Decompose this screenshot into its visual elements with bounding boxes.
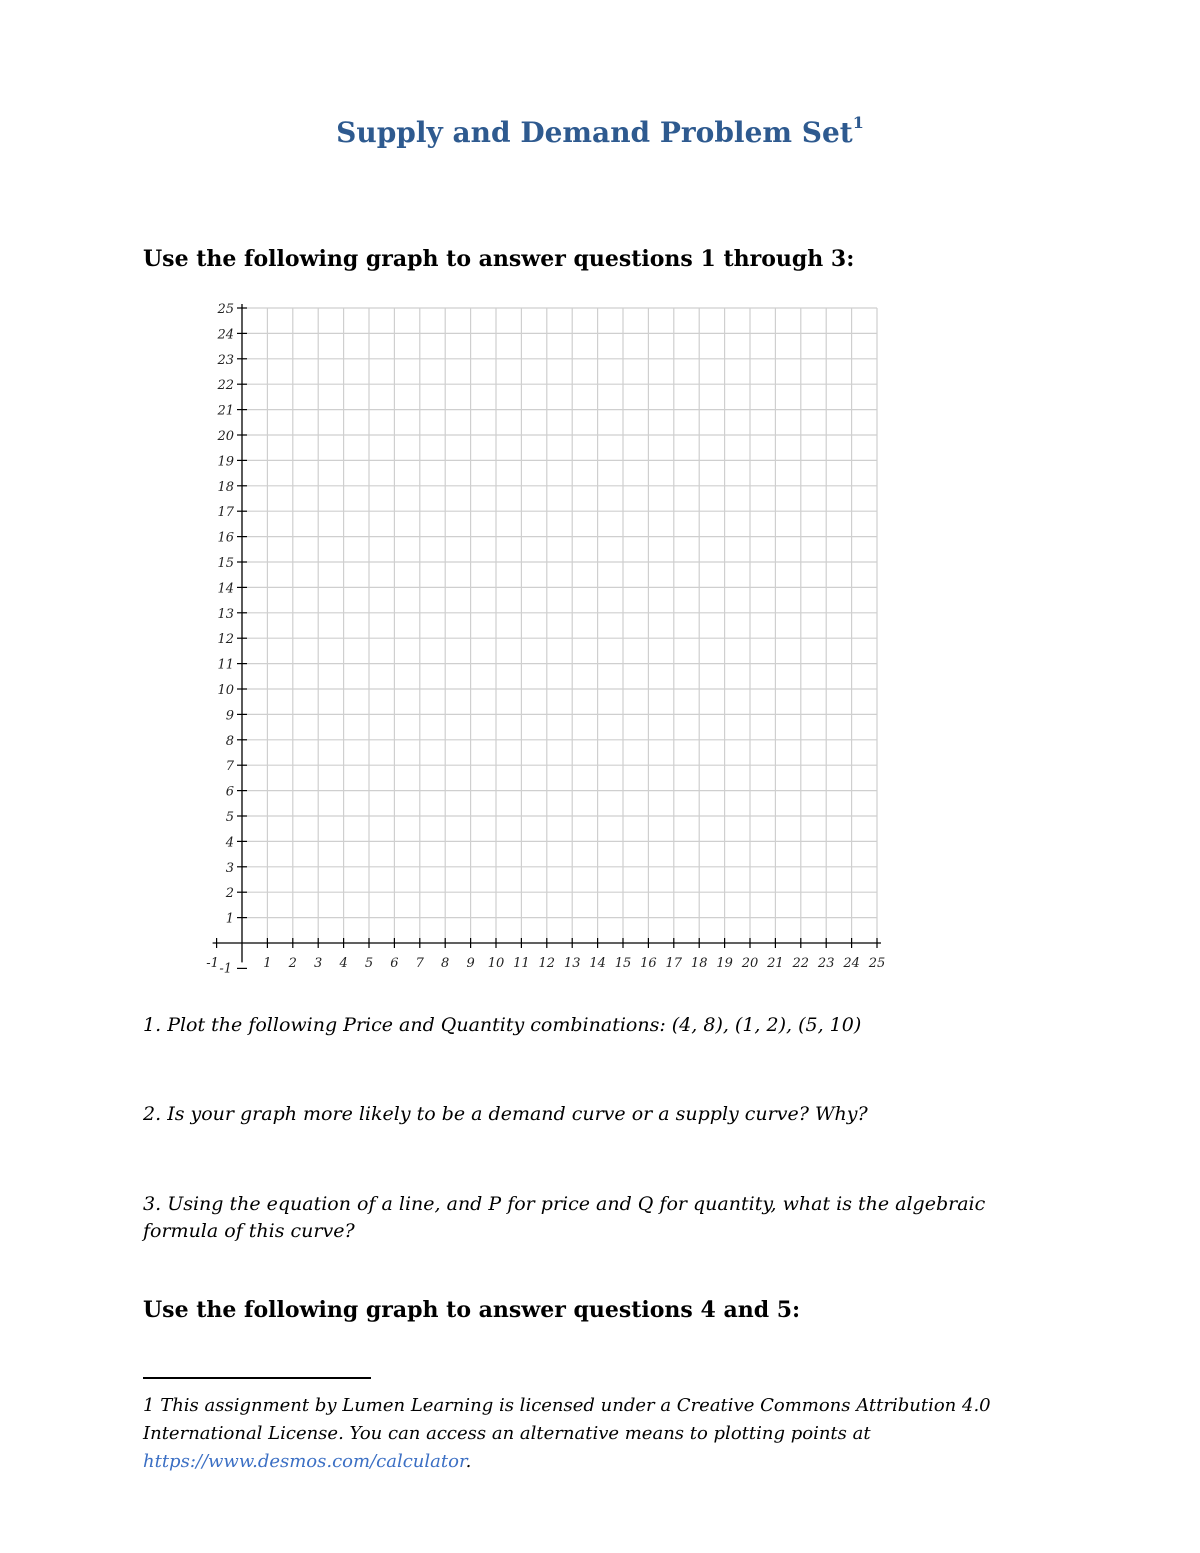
x-tick-label: 22	[792, 956, 810, 971]
y-tick-label: 4	[225, 835, 234, 851]
x-tick-label: 24	[843, 956, 860, 971]
y-tick-label: 23	[217, 352, 234, 368]
x-tick-label: 19	[716, 956, 733, 971]
y-tick-label: 2	[225, 886, 234, 902]
blank-coordinate-grid	[195, 296, 895, 986]
y-tick-label: 3	[225, 860, 234, 876]
x-tick-label: 16	[640, 956, 657, 971]
y-tick-label: 18	[217, 479, 234, 495]
y-tick-label: 13	[217, 606, 234, 622]
y-tick-label: 7	[225, 759, 234, 775]
x-tick-label: 10	[487, 956, 505, 971]
x-tick-label: 5	[364, 956, 374, 971]
y-tick-label: 10	[217, 683, 234, 698]
footnote-trailing: .	[465, 1451, 472, 1472]
y-tick-label: 9	[225, 708, 234, 724]
question-number: 2.	[143, 1103, 162, 1125]
x-tick-label: 4	[339, 956, 348, 971]
x-tick-label: 7	[415, 956, 424, 971]
y-tick-label: 22	[217, 378, 234, 394]
question-2	[143, 1101, 868, 1128]
y-tick-label: 25	[217, 302, 234, 317]
x-tick-label: 21	[767, 956, 784, 971]
section-heading-questions-4-5: Use the following graph to answer questions 4 and 5:	[143, 1297, 801, 1323]
x-tick-label: -1	[206, 956, 219, 971]
y-tick-label: 11	[217, 657, 234, 673]
y-tick-label: 12	[217, 632, 234, 648]
question-text: Using the equation of a line, and P for price and Q for quantity, what is the algebraic	[167, 1193, 986, 1215]
y-tick-label: 5	[225, 810, 234, 825]
y-tick-label: 20	[217, 429, 234, 444]
x-tick-label: 11	[513, 956, 530, 971]
x-tick-label: 14	[589, 956, 606, 971]
question-1	[143, 1012, 861, 1039]
y-tick-label: 21	[217, 403, 234, 419]
x-tick-label: 23	[817, 956, 835, 971]
x-tick-label: 9	[466, 956, 475, 971]
question-text-continued: formula of this curve?	[143, 1220, 355, 1242]
footnote-number: 1	[143, 1395, 155, 1416]
x-tick-label: 6	[390, 956, 399, 971]
y-tick-label: 24	[217, 327, 234, 343]
y-tick-label: 19	[217, 454, 234, 470]
desmos-link[interactable]: https://www.desmos.com/calculator	[143, 1451, 466, 1472]
footnote-text-line2: International License. You can access an alternative means to plotting points at	[143, 1423, 871, 1444]
y-tick-label: 15	[217, 556, 234, 571]
footnote-text-line1: This assignment by Lumen Learning is licensed under a Creative Commons Attribution 4.0	[160, 1395, 991, 1416]
y-tick-label: 17	[217, 505, 234, 521]
y-tick-label: 8	[225, 733, 234, 749]
question-3	[143, 1191, 985, 1245]
question-text: Plot the following Price and Quantity combinations: (4, 8), (1, 2), (5, 10)	[167, 1014, 862, 1036]
question-number: 3.	[143, 1193, 162, 1215]
section-heading-questions-1-3: Use the following graph to answer questions 1 through 3:	[143, 246, 855, 272]
x-tick-label: 17	[665, 956, 683, 971]
footnote	[143, 1392, 1063, 1476]
x-tick-label: 2	[288, 956, 297, 971]
y-tick-label: 16	[217, 530, 234, 546]
x-tick-label: 12	[538, 956, 556, 971]
x-tick-label: 1	[263, 956, 272, 971]
page-title: Supply and Demand Problem Set$^1$	[336, 112, 864, 149]
title-footnote-ref: 1	[852, 112, 864, 132]
x-tick-label: 15	[614, 956, 632, 971]
y-tick-label: -1	[219, 961, 232, 977]
x-tick-label: 3	[314, 956, 323, 971]
x-tick-label: 25	[868, 956, 886, 971]
x-tick-label: 18	[690, 956, 708, 971]
y-tick-label: 1	[225, 911, 234, 927]
question-text: Is your graph more likely to be a demand curve or a supply curve? Why?	[167, 1103, 868, 1125]
question-number: 1.	[143, 1014, 162, 1036]
y-tick-label: 6	[225, 784, 234, 800]
footnote-separator	[143, 1377, 371, 1379]
x-tick-label: 13	[563, 956, 581, 971]
x-tick-label: 8	[441, 956, 450, 971]
y-tick-label: 14	[217, 581, 234, 597]
x-tick-label: 20	[741, 956, 759, 971]
